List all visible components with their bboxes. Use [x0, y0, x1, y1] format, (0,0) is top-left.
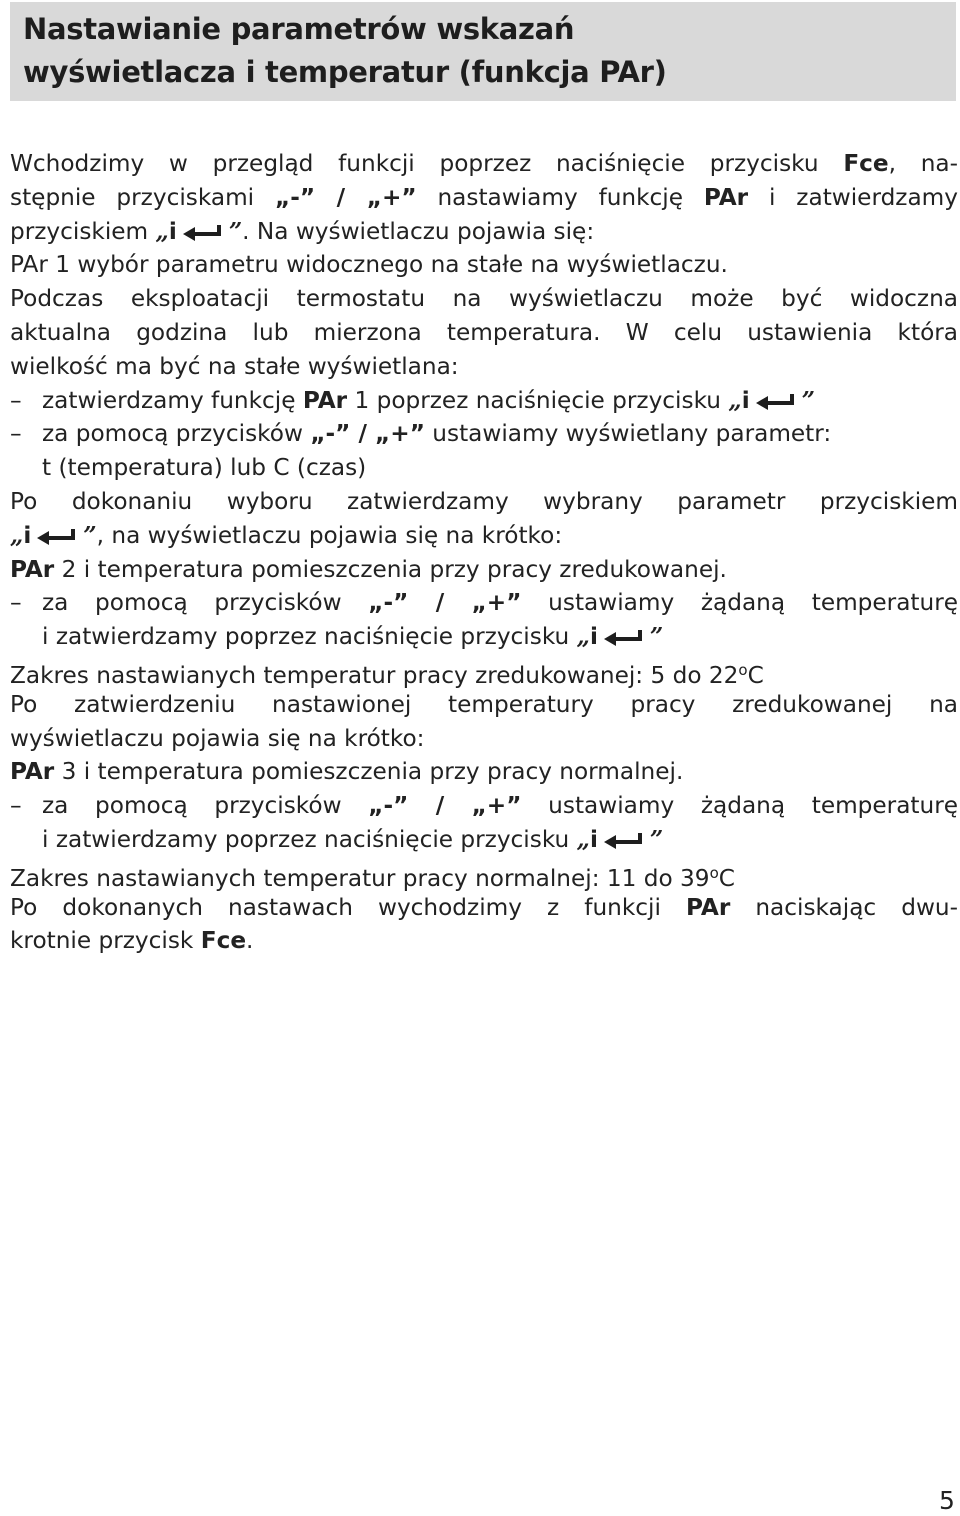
key-letter-i: i — [741, 386, 750, 414]
section-header — [10, 2, 956, 101]
dash-bullet: – — [10, 792, 22, 820]
paragraph-line — [10, 857, 958, 891]
text-span: i zatwierdzamy poprzez naciśnięcie przycisku — [42, 623, 577, 651]
paragraph-line — [10, 891, 958, 925]
quote-open: „ — [576, 825, 590, 853]
paragraph-line: wielkość ma być na stałe wyświetlana: — [10, 352, 459, 380]
key-letter-i: i — [23, 521, 32, 549]
enter-key-label — [577, 823, 664, 857]
list-item — [10, 417, 958, 451]
text-span: . — [246, 927, 254, 955]
paragraph-line — [10, 553, 958, 587]
section-title-line2: wyświetlacza i temperatur (funkcja PAr) — [23, 55, 667, 89]
text-span: , na wyświetlaczu pojawia się na krótko: — [96, 521, 563, 549]
key-name-minus-plus: „-” / „+” — [274, 183, 417, 211]
body-text — [10, 147, 958, 958]
paragraph-line — [10, 147, 958, 181]
list-item-continuation: t (temperatura) lub C (czas) — [42, 454, 367, 482]
quote-close: ” — [649, 825, 664, 853]
function-name-par: PAr — [686, 893, 731, 921]
quote-close: ” — [83, 521, 97, 549]
text-span: C — [747, 661, 764, 689]
dash-bullet: – — [10, 386, 22, 414]
text-span: krotnie przycisk — [10, 927, 201, 955]
paragraph-line: PAr 1 wybór parametru widocznego na stałe na wyświetlaczu. — [10, 251, 728, 279]
text-span: za pomocą przycisków — [42, 792, 369, 820]
text-span: i zatwierdzamy — [748, 183, 958, 211]
enter-arrow-icon — [600, 627, 648, 647]
paragraph-line: Po dokonaniu wyboru zatwierdzamy wybrany parametr przyciskiem — [10, 487, 958, 515]
enter-key-label — [10, 519, 97, 553]
page-number: 5 — [939, 1486, 955, 1515]
text-span: za pomocą przycisków — [42, 589, 369, 617]
quote-open: „ — [728, 386, 742, 414]
key-name-fce: Fce — [200, 927, 247, 955]
key-letter-i: i — [168, 217, 177, 245]
list-item — [10, 789, 958, 823]
list-item-continuation — [10, 823, 958, 857]
text-span: Wchodzimy w przegląd funkcji poprzez naciśnięcie przycisku — [10, 150, 844, 177]
quote-close: ” — [649, 623, 664, 651]
enter-arrow-icon — [33, 526, 81, 546]
text-span: ustawiamy żądaną temperaturę — [521, 792, 958, 820]
enter-arrow-icon — [600, 830, 648, 850]
text-span: ustawiamy żądaną temperaturę — [521, 589, 958, 617]
paragraph-line: Po zatwierdzeniu nastawionej temperatury pracy zredukowanej na — [10, 690, 958, 718]
paragraph-line — [10, 215, 958, 249]
function-name-par: PAr — [10, 758, 55, 786]
list-item — [10, 586, 958, 620]
text-span: , na- — [888, 150, 958, 177]
paragraph-line — [10, 654, 958, 688]
list-item — [10, 384, 958, 418]
section-title-line1: Nastawianie parametrów wskazań — [23, 12, 575, 46]
key-name-minus-plus: „-” / „+” — [368, 589, 522, 617]
text-span: naciskając dwu- — [730, 893, 958, 921]
degree-sign: o — [709, 863, 719, 882]
text-span: nastawiamy funkcję — [416, 183, 704, 211]
quote-close: ” — [228, 217, 243, 245]
text-span: C — [718, 864, 735, 892]
key-letter-i: i — [589, 825, 598, 853]
quote-close: ” — [801, 386, 815, 414]
text-span: stępnie przyciskami — [10, 183, 275, 211]
quote-open: „ — [576, 623, 590, 651]
paragraph-line — [10, 519, 958, 553]
function-name-par: PAr — [703, 183, 749, 211]
enter-arrow-icon — [179, 222, 227, 242]
text-span: 2 i temperatura pomieszczenia przy pracy zredukowanej. — [54, 555, 727, 583]
paragraph-line — [10, 755, 958, 789]
key-name-minus-plus: „-” / „+” — [368, 792, 522, 820]
paragraph-line — [10, 924, 958, 958]
function-name-par: PAr — [10, 555, 55, 583]
key-name-minus-plus: „-” / „+” — [310, 420, 425, 448]
paragraph-line: wyświetlaczu pojawia się na krótko: — [10, 724, 425, 752]
key-name-fce: Fce — [843, 150, 889, 177]
text-span: 1 poprzez naciśnięcie przycisku — [347, 386, 729, 414]
dash-bullet: – — [10, 589, 22, 617]
enter-key-label — [728, 384, 815, 418]
function-name-par: PAr — [302, 386, 348, 414]
paragraph-line: Podczas eksploatacji termostatu na wyświetlaczu może być widoczna — [10, 285, 958, 313]
enter-key-label — [156, 215, 243, 249]
degree-sign: o — [738, 660, 748, 679]
quote-open: „ — [10, 521, 24, 549]
dash-bullet: – — [10, 420, 22, 448]
key-letter-i: i — [589, 623, 598, 651]
enter-arrow-icon — [752, 391, 800, 411]
text-span: . Na wyświetlaczu pojawia się: — [242, 217, 595, 245]
paragraph-line — [10, 181, 958, 215]
list-item-continuation — [10, 620, 958, 654]
text-span: Zakres nastawianych temperatur pracy normalnej: 11 do 39 — [10, 864, 710, 892]
quote-open: „ — [155, 217, 169, 245]
text-span: ustawiamy wyświetlany parametr: — [424, 420, 832, 448]
text-span: i zatwierdzamy poprzez naciśnięcie przycisku — [42, 825, 577, 853]
paragraph-line: aktualna godzina lub mierzona temperatura. W celu ustawienia która — [10, 318, 958, 346]
text-span: przyciskiem — [10, 217, 156, 245]
text-span: Zakres nastawianych temperatur pracy zredukowanej: 5 do 22 — [10, 661, 739, 689]
text-span: zatwierdzamy funkcję — [42, 386, 303, 414]
text-span: za pomocą przycisków — [42, 420, 311, 448]
text-span: 3 i temperatura pomieszczenia przy pracy normalnej. — [54, 758, 684, 786]
text-span: Po dokonanych nastawach wychodzimy z funkcji — [10, 893, 687, 921]
enter-key-label — [577, 620, 664, 654]
